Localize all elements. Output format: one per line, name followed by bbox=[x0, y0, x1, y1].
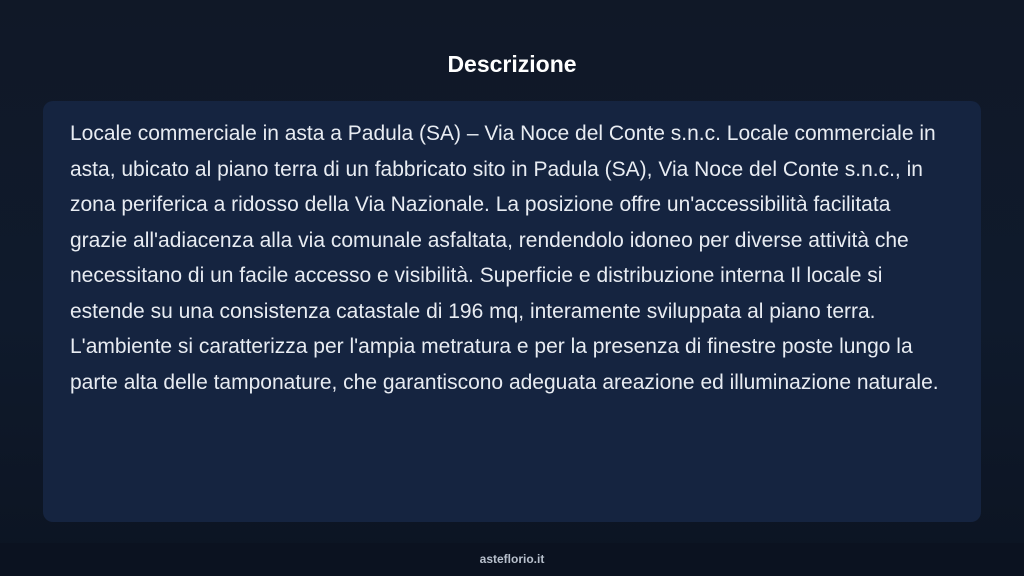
page-title: Descrizione bbox=[447, 51, 577, 77]
footer-site-name: asteflorio.it bbox=[479, 552, 545, 566]
description-text: Locale commerciale in asta a Padula (SA) – Via Noce del Conte s.n.c. Locale commerciale in asta, ubicato al piano terra di un fabbricato sito in Padula (SA), Via Noce del Conte s.n.c., in zona periferica a ridosso della Via Nazionale. La posizione offre un'accessibilità facilitata grazie all'adiacenza alla via comunale asfaltata, rendendolo idoneo per diverse attività che necessitano di un facile accesso e visibilità. Superficie e distribuzione interna Il locale si estende su una consistenza catastale di 196 mq, interamente sviluppata al piano terra. L'ambiente si caratterizza per l'ampia metratura e per la presenza di finestre poste lungo la parte alta delle tamponature, che garantiscono adeguata areazione ed illuminazione naturale. bbox=[70, 122, 939, 394]
description-card bbox=[43, 101, 981, 522]
